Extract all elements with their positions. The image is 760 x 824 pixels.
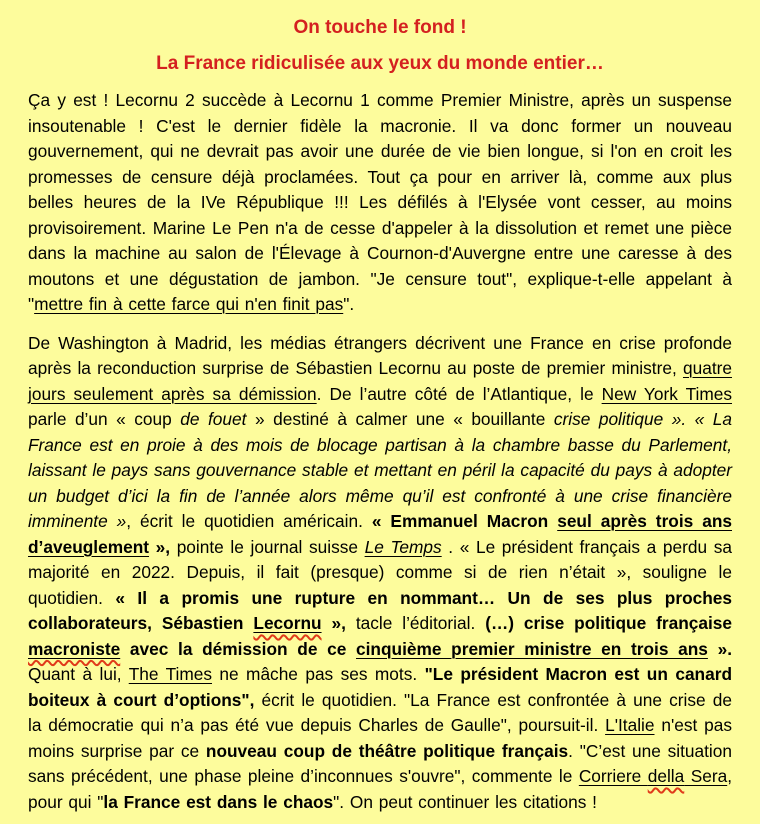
paragraph-2: De Washington à Madrid, les médias étrangers décrivent une France en crise profonde après la reconduction surprise de Sébastien Lecornu au poste de premier ministre, quatre jours seulement après sa démission. De l’autre côté de l’Atlantique, le New York Times parle d’un « coup de fouet » destiné à calmer une « bouillante crise politique ». « La France est en proie à des mois de blocage partisan à la chambre basse du Parlement, laissant le pays sans gouvernance stable et mettant en péril la capacité du pays à adopter un budget d’ici la fin de l’année alors même qu’il est confronté à une crise financière imminente », écrit le quotidien américain. « Emmanuel Macron seul après trois ans d’aveuglement », pointe le journal suisse Le Temps . « Le président français a perdu sa majorité en 2022. Depuis, il fait (presque) comme si de rien n’était », souligne le quotidien. « Il a promis une rupture en nommant… Un de ses plus proches collaborateurs, Sébastien Lecornu », tacle l’éditorial. (…) crise politique française macroniste avec la démission de ce cinquième premier ministre en trois ans ». Quant à lui, The Times ne mâche pas ses mots. "Le président Macron est un canard boiteux à court d’options", écrit le quotidien. "La France est confrontée à une crise de la démocratie qui n’a pas été vue depuis Charles de Gaulle", poursuit-il. L'Italie n'est pas moins surprise par ce nouveau coup de théâtre politique français. "C’est une situation sans précédent, une phase pleine d’inconnues s'ouvre", commente le Corriere della Sera, pour qui "la France est dans le chaos". On peut continuer les citations ! [28,332,733,812]
title-line-1: On touche le fond ! [293,17,467,38]
paragraph-1: Ça y est ! Lecornu 2 succède à Lecornu 1 comme Premier Ministre, après un suspense insoutenable ! C'est le dernier fidèle la macronie. Il va donc former un nouveau gouvernement, qui ne devrait pas avoir une durée de vie bien longue, si l'on en croit les promesses de censure déjà proclamées. Tout ça pour en arriver là, comme aux plus belles heures de la IVe République !!! Les défilés à l'Elysée vont cesser, au moins provisoirement. Marine Le Pen n'a de cesse d'appeler à la dissolution et remet une pièce dans la machine au salon de l'Élevage à Cournon-d'Auvergne entre une caresse à des moutons et une dégustation de jambon. "Je censure tout", explique-t-elle appelant à "mettre fin à cette farce qui n'en finit pas". [28,90,732,314]
title-line-2: La France ridiculisée aux yeux du monde entier… [156,53,604,74]
